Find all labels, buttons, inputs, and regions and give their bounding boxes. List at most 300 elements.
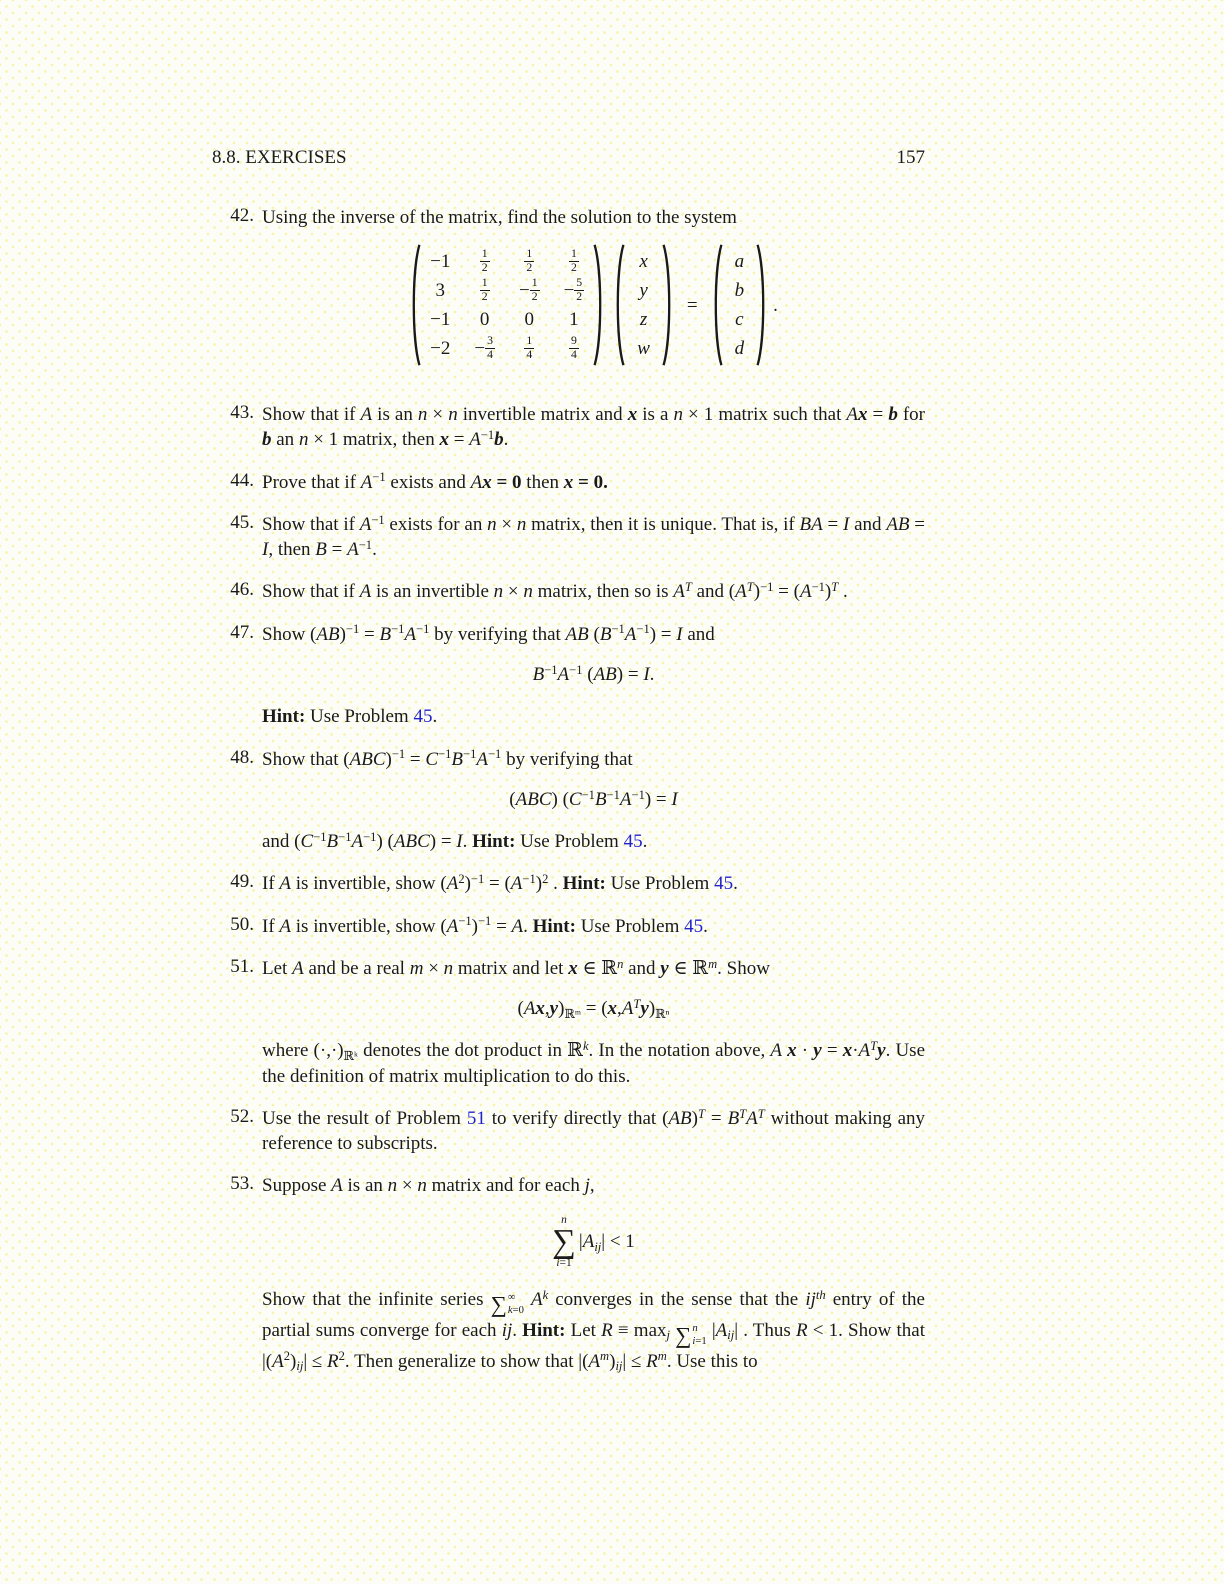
math-run: A xyxy=(359,513,372,535)
math-run: −1 xyxy=(480,428,495,443)
math-run: ) ( xyxy=(551,788,569,810)
math-run: Suppose xyxy=(262,1175,332,1197)
equation-period: . xyxy=(773,294,778,316)
display-equation xyxy=(262,662,925,687)
math-run: is invertible, show ( xyxy=(291,873,447,895)
matrix-cell: $\frac{9}{4}$ xyxy=(570,334,577,362)
math-run: ) xyxy=(691,1107,698,1129)
exercise-paragraph xyxy=(262,1173,925,1198)
math-run: −1 xyxy=(760,580,774,595)
math-run: matrix and let xyxy=(453,957,569,979)
math-run: = ( xyxy=(580,998,608,1020)
math-run: ℝᵏ xyxy=(343,1048,358,1063)
display-sum-equation xyxy=(262,1215,925,1269)
math-run: n xyxy=(443,957,454,979)
math-run: = 0 xyxy=(491,471,522,493)
math-run: A xyxy=(351,831,364,853)
math-run: n xyxy=(487,513,497,535)
matrix-cell: 1 xyxy=(569,309,579,331)
math-run: × xyxy=(427,404,449,426)
math-run: −1 xyxy=(631,787,645,802)
math-run: ) xyxy=(339,623,346,645)
exercise-48 xyxy=(212,747,925,855)
matrix-equation xyxy=(262,243,925,367)
exercise-47 xyxy=(212,622,925,730)
math-run: , then xyxy=(268,539,316,561)
sigma-icon: ∑ xyxy=(675,1322,692,1348)
math-run: −1 xyxy=(470,872,485,887)
page-header xyxy=(0,0,1224,169)
math-run: A xyxy=(469,429,481,451)
math-run: A xyxy=(770,1040,783,1062)
math-run: R xyxy=(795,1319,808,1341)
left-paren-icon xyxy=(613,243,626,367)
math-run: × xyxy=(397,1175,418,1197)
math-run: ) xyxy=(535,873,543,895)
math-run xyxy=(524,1289,531,1310)
math-run: matrix, then so is xyxy=(532,581,674,603)
matrix-cell: − $\frac{1}{2}$ xyxy=(518,276,538,304)
math-run: × xyxy=(496,513,517,535)
exercise-body xyxy=(262,871,925,896)
math-run: A xyxy=(530,1289,543,1311)
exercise-paragraph xyxy=(262,747,925,772)
math-run: A xyxy=(624,623,637,645)
math-run: BA xyxy=(799,513,823,535)
matrix-cell: $\frac{1}{2}$ xyxy=(570,247,577,275)
math-run: is an xyxy=(372,404,418,426)
matrix-cell: − $\frac{3}{4}$ xyxy=(474,334,493,362)
math-run: A xyxy=(360,471,373,493)
math-run: ABC xyxy=(515,788,552,810)
math-run: ) xyxy=(753,581,761,603)
math-run: th xyxy=(815,1287,826,1302)
matrix-cell: 0 xyxy=(524,309,535,331)
problem-ref-link[interactable]: 45 xyxy=(623,831,643,853)
left-paren-icon xyxy=(409,243,422,367)
math-run: I xyxy=(262,539,269,561)
math-run: | ≤ xyxy=(622,1350,647,1372)
math-run: Use Problem xyxy=(520,831,624,853)
exercise-body xyxy=(262,579,925,604)
math-run: A xyxy=(735,581,747,603)
math-run: n xyxy=(673,404,683,426)
math-run: . xyxy=(512,1319,523,1341)
math-run: y xyxy=(877,1040,886,1062)
math-run: A xyxy=(360,404,373,426)
math-run: A xyxy=(621,998,634,1020)
math-run: by verifying that xyxy=(429,623,566,645)
math-run: If xyxy=(262,873,280,895)
math-run: Hint: xyxy=(532,915,581,937)
display-equation xyxy=(262,787,925,812)
math-run: −1 xyxy=(606,787,620,802)
math-run: Using the inverse of the matrix, find the solution to the system xyxy=(262,206,737,228)
math-run: Show ( xyxy=(262,623,317,645)
math-run: y xyxy=(660,957,669,979)
right-paren-icon xyxy=(592,243,605,367)
math-run: T xyxy=(684,580,692,595)
math-run: −1 xyxy=(416,622,430,637)
exercise-paragraph xyxy=(262,622,925,647)
math-run: × xyxy=(423,957,444,979)
matrix-cell: − 1 xyxy=(430,309,451,331)
math-run: b xyxy=(494,429,504,451)
sum-symbol: ∑ n i=1 xyxy=(675,1322,707,1348)
math-run: A xyxy=(858,1040,871,1062)
math-run: = xyxy=(821,1040,843,1062)
exercise-body xyxy=(262,1106,925,1157)
math-run: AB xyxy=(593,664,617,686)
math-run: x xyxy=(535,998,545,1020)
exercise-body xyxy=(262,205,925,385)
math-run: = xyxy=(822,513,844,535)
math-run: m xyxy=(409,957,424,979)
problem-ref-link[interactable]: 45 xyxy=(684,915,704,937)
math-run: T xyxy=(746,580,754,595)
math-run: · xyxy=(796,1040,814,1062)
math-run: and xyxy=(623,957,661,979)
math-run: A xyxy=(673,581,685,603)
math-run: . xyxy=(432,706,438,728)
math-run: and be a real xyxy=(303,957,410,979)
math-run: . xyxy=(523,915,533,937)
math-run: . xyxy=(703,915,708,937)
math-run: matrix and for each xyxy=(426,1175,585,1197)
math-run: Use Problem xyxy=(310,706,414,728)
math-run: x xyxy=(787,1040,797,1062)
math-run: . xyxy=(838,581,848,603)
vector-entry: c xyxy=(735,309,744,331)
math-run: = xyxy=(405,748,426,770)
exercise-51 xyxy=(212,956,925,1089)
math-run: AB xyxy=(886,513,910,535)
math-run: Use the result of Problem xyxy=(262,1107,467,1129)
math-run: Let xyxy=(262,957,293,979)
math-run: −1 xyxy=(363,829,377,844)
math-run: Hint: xyxy=(472,831,521,853)
exercise-body xyxy=(262,470,925,495)
math-run: = ( xyxy=(773,581,800,603)
math-run: k xyxy=(582,1039,589,1054)
math-run: for xyxy=(897,404,926,426)
math-run: · xyxy=(852,1040,859,1062)
math-run: −1 xyxy=(338,829,352,844)
math-run: n xyxy=(448,404,458,426)
math-run: B xyxy=(599,623,612,645)
math-run: Show that if xyxy=(262,581,360,603)
math-run: C xyxy=(425,748,439,770)
vector-entry: d xyxy=(734,338,745,360)
rhs-vector xyxy=(724,247,756,363)
math-run: ij xyxy=(615,1359,623,1374)
math-run: ) xyxy=(385,748,392,770)
vector-entry: x xyxy=(639,251,648,273)
math-run: AB xyxy=(668,1107,692,1129)
math-run: . xyxy=(642,831,648,853)
math-run: n xyxy=(417,1175,427,1197)
math-run: Hint: xyxy=(562,873,611,895)
math-run: is invertible, show ( xyxy=(291,915,447,937)
math-run: = xyxy=(704,1107,728,1129)
exercise-paragraph xyxy=(262,704,925,729)
math-run: −1 xyxy=(636,622,650,637)
math-run: I xyxy=(676,623,683,645)
problem-ref-link[interactable]: 51 xyxy=(466,1107,486,1129)
math-run: < 1. Show that |( xyxy=(262,1319,925,1372)
math-run: without making any reference to subscripts. xyxy=(262,1107,926,1155)
math-run: = ( xyxy=(484,873,511,895)
math-run: ) xyxy=(824,581,832,603)
math-run: ) xyxy=(558,998,565,1020)
math-run: B xyxy=(451,748,464,770)
math-run: A xyxy=(359,581,372,603)
math-run: n xyxy=(617,956,624,971)
equals-sign: = xyxy=(686,294,698,316)
math-run: −1 xyxy=(811,580,825,595)
exercise-list xyxy=(0,169,1224,1374)
exercise-paragraph xyxy=(262,1106,925,1157)
math-run: × 1 matrix such that xyxy=(682,404,847,426)
problem-ref-link[interactable]: 45 xyxy=(413,706,433,728)
sigma-icon: ∑ xyxy=(490,1291,507,1317)
math-run: T xyxy=(633,996,641,1011)
math-run: A xyxy=(557,664,570,686)
exercise-body xyxy=(262,1173,925,1374)
math-run: ) xyxy=(471,915,478,937)
math-run: −1 xyxy=(391,747,406,762)
math-run: y xyxy=(813,1040,822,1062)
unknown-vector xyxy=(626,247,661,363)
math-run: is an xyxy=(342,1175,388,1197)
exercise-49 xyxy=(212,871,925,896)
exercise-number: 49. xyxy=(230,871,254,893)
math-run: ) xyxy=(290,1350,297,1372)
math-run: Show that if xyxy=(262,404,361,426)
math-run: n xyxy=(298,429,309,451)
exercise-number: 47. xyxy=(230,621,254,643)
matrix-cell: − 2 xyxy=(430,338,451,360)
math-run: A xyxy=(331,1175,343,1197)
math-run: b xyxy=(262,429,272,451)
math-run: Let xyxy=(570,1319,602,1341)
math-run: j xyxy=(666,1328,670,1343)
math-run: ℝᵐ xyxy=(564,1006,581,1021)
math-run: ) xyxy=(609,1350,616,1372)
math-run: ABC xyxy=(349,748,386,770)
math-run: b xyxy=(888,404,898,426)
math-run: x xyxy=(563,471,574,493)
math-run: T xyxy=(757,1106,765,1121)
math-run: . xyxy=(372,539,377,561)
math-run: B xyxy=(727,1107,740,1129)
exercise-body xyxy=(262,512,925,563)
math-run: n xyxy=(523,581,533,603)
exercise-44 xyxy=(212,470,925,495)
exercise-42 xyxy=(212,205,925,385)
math-run: I xyxy=(456,831,463,853)
math-run: and xyxy=(682,623,715,645)
math-run: ABC xyxy=(393,831,430,853)
math-run: A xyxy=(619,788,632,810)
math-run: 2 xyxy=(283,1349,291,1364)
math-run: ) = xyxy=(644,788,672,810)
math-run: B xyxy=(594,788,607,810)
exercise-body xyxy=(262,747,925,855)
math-run: −1 xyxy=(569,662,583,677)
math-run: m xyxy=(600,1349,610,1364)
exercise-50 xyxy=(212,914,925,939)
math-run: A xyxy=(582,1231,595,1253)
math-run: ) xyxy=(464,873,471,895)
math-run: ij xyxy=(594,1239,602,1254)
math-run: ) = xyxy=(616,664,644,686)
math-run: denotes the dot product in ℝ xyxy=(358,1040,583,1062)
math-run: n xyxy=(516,513,527,535)
math-run: x xyxy=(482,471,492,493)
matrix-cell: − 1 xyxy=(430,251,451,273)
math-run: an xyxy=(271,429,299,451)
vector-entry: b xyxy=(734,280,745,302)
math-run: A xyxy=(292,957,304,979)
math-run: A xyxy=(510,873,523,895)
math-run: | xyxy=(706,1319,716,1341)
math-run: ( xyxy=(517,998,524,1020)
math-run: Use Problem xyxy=(580,915,685,937)
math-run: . Then generalize to show that |( xyxy=(344,1350,589,1372)
math-run: = xyxy=(867,404,889,426)
exercise-52 xyxy=(212,1106,925,1157)
math-run: T xyxy=(698,1106,705,1121)
math-run: = xyxy=(359,623,380,645)
math-run: Prove that if xyxy=(262,471,361,493)
math-run: 2 xyxy=(338,1349,345,1364)
sum-with-limits: n ∑ i=1 xyxy=(552,1213,576,1269)
math-run: , xyxy=(617,998,622,1020)
math-run: AB xyxy=(565,623,589,645)
math-run: A xyxy=(799,581,812,603)
math-run: Show that ( xyxy=(262,748,350,770)
math-run: n xyxy=(417,404,428,426)
math-run: to verify directly that ( xyxy=(485,1107,669,1129)
math-run: = 0. xyxy=(573,471,608,493)
math-run: entry of the partial sums converge for each xyxy=(262,1289,925,1341)
exercise-paragraph xyxy=(262,829,925,854)
math-run: by verifying that xyxy=(501,748,633,770)
math-run: ij xyxy=(805,1289,816,1311)
math-run: ∈ ℝ xyxy=(577,957,618,979)
sigma-icon: ∑ xyxy=(552,1223,576,1261)
exercise-paragraph xyxy=(262,956,925,981)
math-run: = xyxy=(326,539,348,561)
math-run: A xyxy=(715,1319,728,1341)
math-run: converges in the sense that the xyxy=(548,1289,806,1311)
math-run: x xyxy=(842,1040,853,1062)
math-run: m xyxy=(657,1349,667,1364)
exercise-number: 44. xyxy=(230,469,254,491)
math-run: x xyxy=(858,404,868,426)
math-run: B xyxy=(532,664,545,686)
math-run: ij xyxy=(296,1359,304,1374)
exercise-body xyxy=(262,622,925,730)
math-run: B xyxy=(315,539,327,561)
math-run: −1 xyxy=(611,622,625,637)
math-run: −1 xyxy=(463,747,477,762)
math-run: −1 xyxy=(581,787,595,802)
math-run: k xyxy=(542,1287,549,1302)
math-run: ∈ ℝ xyxy=(668,957,709,979)
math-run: A xyxy=(511,915,524,937)
math-run: × 1 matrix, then xyxy=(308,429,440,451)
exercise-number: 53. xyxy=(230,1173,254,1195)
math-run: . Use the definition of matrix multiplication to do this. xyxy=(262,1040,925,1087)
math-run: 2 xyxy=(542,872,549,887)
math-run: A xyxy=(404,623,417,645)
math-run: | < 1 xyxy=(601,1231,635,1253)
exercise-number: 43. xyxy=(230,402,254,424)
math-run: A xyxy=(279,873,292,895)
problem-ref-link[interactable]: 45 xyxy=(714,873,734,895)
math-run: Show that if xyxy=(262,513,360,535)
exercise-45 xyxy=(212,512,925,563)
math-run: A xyxy=(523,998,536,1020)
math-run: −1 xyxy=(313,829,327,844)
exercise-paragraph xyxy=(262,470,925,495)
math-run: . In the notation above, xyxy=(588,1040,771,1062)
math-run: exists for an xyxy=(384,513,488,535)
math-run: and xyxy=(849,513,887,535)
page-number: 157 xyxy=(896,147,925,168)
math-run: −1 xyxy=(487,747,502,762)
math-run: invertible matrix and xyxy=(457,404,628,426)
math-run: AB xyxy=(316,623,340,645)
math-run: then xyxy=(521,471,564,493)
exercise-number: 52. xyxy=(230,1105,254,1127)
math-run: = xyxy=(909,513,926,535)
matrix-cell: 3 xyxy=(435,280,445,302)
math-run: −1 xyxy=(372,470,386,485)
math-run: A xyxy=(846,404,858,426)
math-run: A xyxy=(347,539,359,561)
math-run: A xyxy=(470,471,483,493)
math-run: Show that the infinite series xyxy=(262,1289,491,1311)
math-run: −1 xyxy=(391,622,405,637)
exercise-46 xyxy=(212,579,925,604)
math-run: x xyxy=(607,998,618,1020)
math-run: x xyxy=(568,957,578,979)
math-run: −1 xyxy=(438,747,452,762)
vector-entry: y xyxy=(639,280,648,302)
math-run: ) = xyxy=(649,623,677,645)
matrix-cell: $\frac{1}{2}$ xyxy=(526,247,533,275)
math-run: T xyxy=(739,1106,747,1121)
math-run: ) = xyxy=(429,831,457,853)
math-run: −1 xyxy=(345,622,360,637)
exercise-body xyxy=(262,402,925,453)
matrix-cell: $\frac{1}{4}$ xyxy=(526,334,533,362)
exercise-paragraph xyxy=(262,914,925,939)
math-run: n xyxy=(493,581,504,603)
exercise-43 xyxy=(212,402,925,453)
vector-entry: w xyxy=(637,338,650,360)
exercise-number: 50. xyxy=(230,913,254,935)
math-run: where (·,·) xyxy=(262,1040,344,1062)
math-run: | ≤ xyxy=(303,1350,328,1372)
exercise-paragraph xyxy=(262,512,925,563)
math-run: −1 xyxy=(522,872,536,887)
math-run: Use Problem xyxy=(610,873,715,895)
sum-symbol: ∑ ∞ k=0 xyxy=(490,1291,524,1317)
